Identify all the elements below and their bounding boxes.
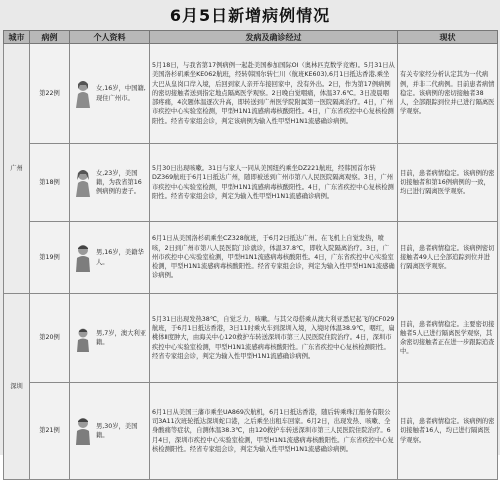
header-profile: 个人资料 — [70, 31, 150, 44]
table-row — [4, 44, 498, 144]
male-avatar-icon — [72, 416, 94, 446]
city-cell-shenzhen: 深圳 — [4, 294, 30, 480]
status-cell: 有关专家经分析认定其为一代病例，并非二代病例。目前患者病情稳定。该病例的密切接触者38人，全部跟踪到位并已进行隔离医学观察。 — [398, 44, 498, 144]
profile-cell — [70, 383, 150, 480]
table-row — [4, 383, 498, 480]
status-cell: 目前，患者病情稳定。该病例密切接触者49人已全部追踪到位并进行隔离医学观察。 — [398, 222, 498, 294]
detail-cell: 5月31日出现发热38℃，自觉乏力、咳嗽。与其父母搭乘从澳大利亚悉尼起飞的CF029航班，于6月1日抵达香港，3日11时乘火车到深圳入境，入境时体温38.9℃，咽红，扁桃体Ⅱ度肿大，由海关中心120救护车转送深圳市第三人民医院住院治疗。4日，深圳市疾控中心实验室检测，甲型H1N1流感病毒核酸阳性。广东省疾控中心复核检测阳性。经省专家组会诊，判定为输入性甲型H1N1流感确诊病例。 — [150, 294, 398, 383]
header-status: 现状 — [398, 31, 498, 44]
table-row — [4, 144, 498, 222]
case-number: 第22例 — [30, 44, 70, 144]
profile-cell — [70, 222, 150, 294]
page-title: 6月5日新增病例情况 — [169, 5, 331, 25]
detail-cell: 5月18日，与我省第17例病例一起赴美国参加国际OI（奥林匹克数学竞赛)。5月31日从美国洛杉矶乘坐KE062航班，经转韩国尔转仁川（航班KE603),6月1日抵达香港,乘坐大巴从皇岗口岸入境，后回到家人亲开车接回家中，没有外出。2日，作为第17例病例的密切接触者送到指定地点隔离医学观察。2日晚白觉咽痛，体温37.6℃。3日凌晨咽部疼痛，4次题体温逐次升高，即转送到广州医学院附属第一医院隔离治疗。4日，广州市疾控中心实验室检测，甲型H1N1流感病毒核酸阳性。4日，广东省疾控中心复核检测阳性。经省专家组会诊，判定该病例为输入性甲型H1N1流感确诊病例。 — [150, 44, 398, 144]
case-number: 第20例 — [30, 294, 70, 383]
female-avatar-icon — [72, 79, 94, 109]
detail-cell: 5月30日出现咳嗽。31日与家人一同从美国纽约乘坐DZ221航班，经韩国首尔转DZ369航班于6月1日抵达广州，随即被送到广州市第八人民医院隔离观察。3日，广州市疾控中心实验室检测，甲型H1N1流感病毒核酸阳性。4日，广东省疾控中心复核检测阳性。经省专家组会诊，判定为输入性甲型H1N1流感确诊病例。 — [150, 144, 398, 222]
child-avatar-icon — [72, 323, 94, 353]
profile-text: 女,23岁，美国籍，为我省第16例病例的妻子。 — [96, 169, 142, 196]
city-cell-guangzhou: 广州 — [4, 44, 30, 294]
status-cell: 目前，患者病情稳定。该病例的密切接触者和第16例病例的一致，均已进行隔离医学观察。 — [398, 144, 498, 222]
male-avatar-icon — [72, 243, 94, 273]
header-city: 城市 — [4, 31, 30, 44]
profile-text: 女,16岁，中国籍,现住广州市。 — [96, 85, 146, 102]
title-bar — [0, 0, 500, 28]
case-number: 第18例 — [30, 144, 70, 222]
status-cell: 目前，患者病情稳定。主要密切接触者5人已进行隔离医学观察，其余密切接触者正在进一步跟踪追查中。 — [398, 294, 498, 383]
table-row — [4, 222, 498, 294]
detail-cell: 6月1日从美国洛杉矶乘坐CZ328航班，于6月2日抵达广州。在飞机上自觉发热，喷咳，2日到广州市第八人民医院门诊就诊，体温37.8℃，即收入院隔离治疗。3日，广州市疾控中心实验室检测，甲型H1N1流感病毒核酸阳性。4日，广东省疾控中心实验室检测，甲型H1N1流感病毒核酸阳性。经省专家组会诊，判定为输入性甲型H1N1流感确诊病例。 — [150, 222, 398, 294]
table-header-row — [4, 31, 498, 44]
status-cell: 目前，患者病情稳定。该病例的密切接触者16人，均已进行隔离医学观察。 — [398, 383, 498, 480]
female-avatar-icon — [72, 168, 94, 198]
cases-table — [3, 30, 498, 480]
profile-cell — [70, 44, 150, 144]
case-number: 第19例 — [30, 222, 70, 294]
profile-text: 男,30岁，美国籍。 — [96, 422, 138, 439]
header-case: 病例 — [30, 31, 70, 44]
header-detail: 发病及确诊经过 — [150, 31, 398, 44]
detail-cell: 6月1日从美国三藩市乘坐UA869次航机，6月1日抵达香港，随后转乘珠江船务有限公司3A11次班轮抵达深圳蛇口港，之后乘坐出租车回家。6月2日，出现发热、咳嗽、全身酸痛等症状，自测体温38.3℃，由120救护车转送深圳市第三人民医院住院治疗。6月4日，深圳市疾控中心实验室检测，甲型H1N1流感病毒核酸阳性。广东省疾控中心复核检测阳性。经省专家组会诊，判定为输入性甲型H1N1流感确诊病例。 — [150, 383, 398, 480]
profile-cell — [70, 144, 150, 222]
case-number: 第21例 — [30, 383, 70, 480]
profile-text: 男,7岁，澳大利亚籍。 — [96, 329, 147, 346]
profile-text: 男,16岁，美籍华人。 — [96, 249, 144, 266]
table-row — [4, 294, 498, 383]
profile-cell — [70, 294, 150, 383]
